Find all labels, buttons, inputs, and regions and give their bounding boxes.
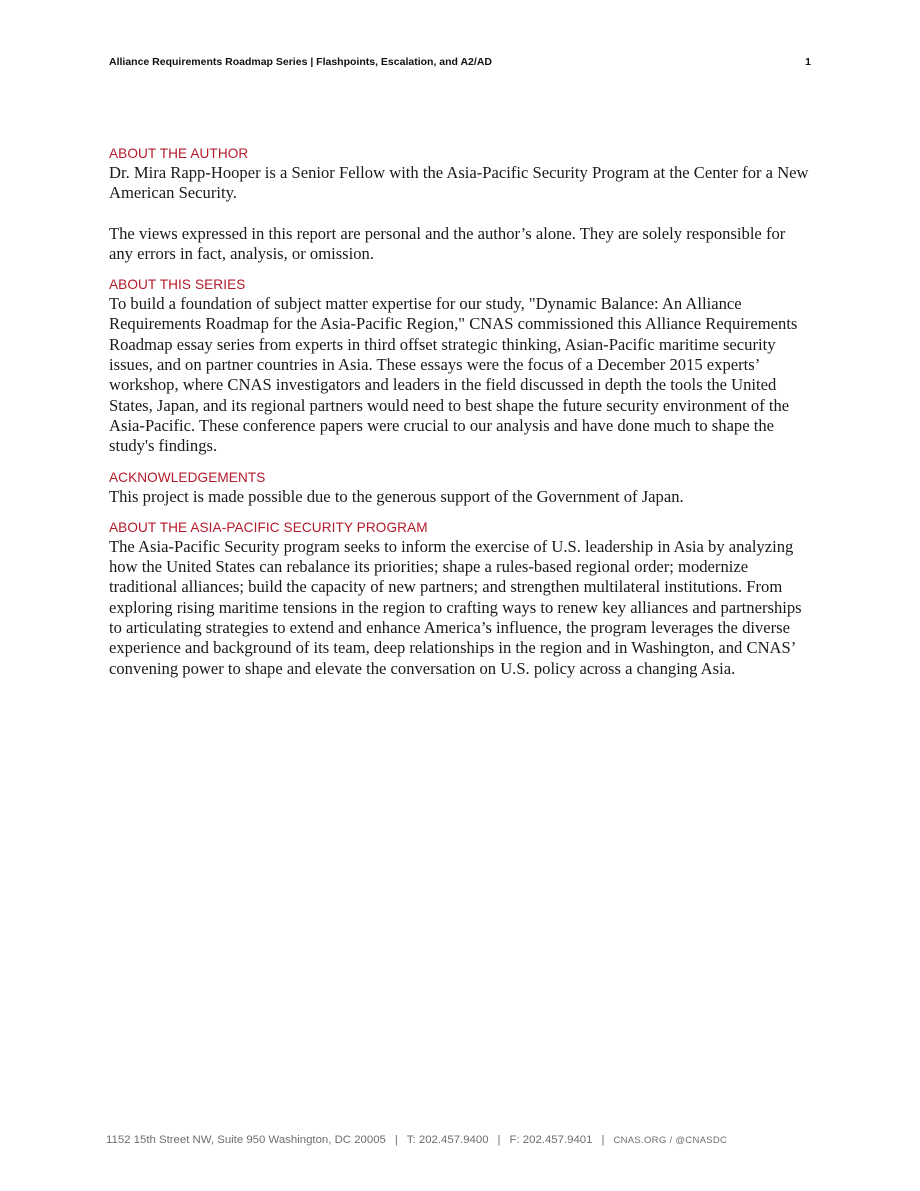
about-program-heading: ABOUT THE ASIA-PACIFIC SECURITY PROGRAM <box>109 519 428 535</box>
about-series-heading: ABOUT THIS SERIES <box>109 277 246 293</box>
footer-address: 1152 15th Street NW, Suite 950 Washington, DC 20005 <box>106 1134 386 1146</box>
author-bio-paragraph: Dr. Mira Rapp-Hooper is a Senior Fellow with the Asia-Pacific Security Program at the Center for a New American Security. <box>109 163 809 203</box>
disclaimer-paragraph: The views expressed in this report are personal and the author’s alone. They are solely responsible for any errors in fact, analysis, or omission. <box>109 223 786 263</box>
program-description-paragraph: The Asia-Pacific Security program seeks to inform the exercise of U.S. leadership in Asia by analyzing how the United States can rebalance its priorities; shape a rules-based regional order; modernize traditional alliances; build the capacity of new partners; and strengthen multilateral institutions. From exploring rising maritime tensions in the region to crafting ways to renew key alliances and partnerships to articulating strategies to extend and enhance America’s influence, the program leverages the diverse experience and background of its team, deep relationships in the region and in Washington, and CNAS’ convening power to shape and elevate the conversation on U.S. policy across a changing Asia. <box>109 536 802 678</box>
footer-web-link[interactable]: CNAS.ORG / @CNASDC <box>613 1135 728 1146</box>
acknowledgements-section <box>109 470 813 507</box>
about-series-section <box>109 277 813 456</box>
acknowledgements-paragraph: This project is made possible due to the generous support of the Government of Japan. <box>109 486 684 506</box>
page-footer <box>106 1134 727 1146</box>
footer-fax: F: 202.457.9401 <box>509 1134 593 1146</box>
running-header <box>109 56 811 68</box>
footer-phone: T: 202.457.9400 <box>406 1134 489 1146</box>
series-title: Alliance Requirements Roadmap Series | Flashpoints, Escalation, and A2/AD <box>109 56 492 68</box>
footer-separator: | <box>497 1134 501 1146</box>
page-number: 1 <box>805 56 811 68</box>
footer-separator: | <box>601 1134 605 1146</box>
about-program-section <box>109 520 813 679</box>
footer-separator: | <box>394 1134 398 1146</box>
about-author-section <box>109 146 813 264</box>
about-author-heading: ABOUT THE AUTHOR <box>109 146 249 161</box>
series-description-paragraph: To build a foundation of subject matter expertise for our study, "Dynamic Balance: An Alliance Requirements Roadmap for the Asia-Pacific Region," CNAS commissioned this Alliance Requirements Roadmap essay series from experts in third offset strategic thinking, Asian-Pacific maritime security issues, and on partner countries in Asia. These essays were the focus of a December 2015 experts’ workshop, where CNAS investigators and leaders in the field discussed in depth the tools the United States, Japan, and its regional partners would need to best shape the future security environment of the Asia-Pacific. These conference papers were crucial to our analysis and have done much to shape the study's findings. <box>109 294 798 456</box>
acknowledgements-heading: ACKNOWLEDGEMENTS <box>109 469 266 485</box>
main-content <box>109 146 813 679</box>
